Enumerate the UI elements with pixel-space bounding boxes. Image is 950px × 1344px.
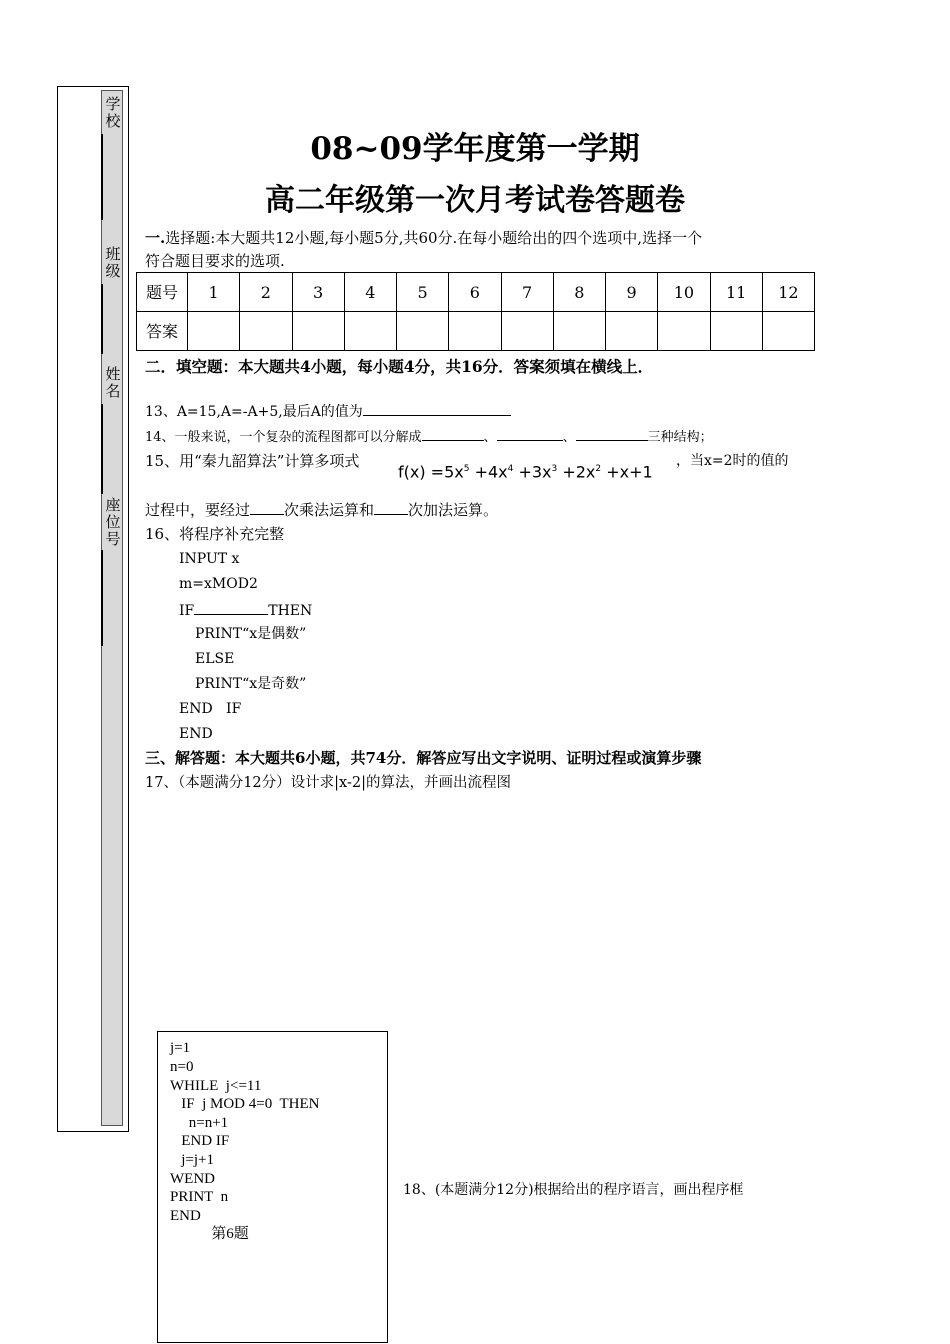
school-label: 学校 (105, 95, 121, 130)
q14-line (145, 426, 713, 447)
program-code-line: PRINT n (170, 1189, 229, 1205)
program-code-line: END IF (170, 1133, 230, 1149)
q16-code-line: ELSE (195, 651, 235, 667)
answer-cell[interactable] (501, 312, 553, 351)
answer-cell[interactable] (449, 312, 501, 351)
answer-table-answer-row (137, 312, 815, 351)
answer-cell[interactable] (762, 312, 814, 351)
question-number: 10 (658, 273, 710, 312)
question-number: 5 (397, 273, 449, 312)
q15-line2: 过程中，要经过 次乘法运算和 次加法运算。 (145, 501, 499, 519)
seat-field-line (101, 550, 103, 646)
program-code-line: IF j MOD 4=0 THEN (170, 1096, 320, 1112)
question-number: 8 (553, 273, 605, 312)
section1-text: 选择题:本大题共12小题,每小题5分,共60分.在每小题给出的四个选项中,选择一个 (165, 229, 703, 247)
q16-code-line: END IF (179, 701, 242, 717)
question-number: 3 (292, 273, 344, 312)
section1-line2: 符合题目要求的选项. (145, 252, 285, 270)
question-number: 9 (606, 273, 658, 312)
question-number: 6 (449, 273, 501, 312)
answer-cell[interactable] (397, 312, 449, 351)
q18-text: 18、(本题满分12分)根据给出的程序语言，画出程序框 (403, 1182, 744, 1198)
q13-text: 13、A=15,A=-A+5,最后A的值为 (145, 404, 363, 420)
answer-table-header-row (137, 273, 815, 312)
q14-blank-1[interactable] (422, 426, 484, 441)
program-code-line: WEND (170, 1171, 215, 1187)
program-code-caption: 第6题 (170, 1226, 249, 1242)
program-code-line: n=n+1 (170, 1115, 229, 1131)
question-number: 4 (344, 273, 396, 312)
question-number: 1 (188, 273, 240, 312)
name-label: 姓名 (105, 365, 121, 400)
answer-cell[interactable] (292, 312, 344, 351)
q15-addition-blank[interactable] (374, 500, 408, 515)
question-number: 12 (762, 273, 814, 312)
answer-header: 答案 (137, 312, 188, 351)
q15-multiplication-blank[interactable] (250, 500, 284, 515)
section2-heading: 二．填空题：本大题共4小题，每小题4分，共16分．答案须填在横线上． (145, 357, 654, 376)
page-title-line1: 08~09学年度第一学期 (310, 131, 640, 167)
q14-sep1: 、 (483, 430, 497, 445)
q14-blank-2[interactable] (497, 426, 563, 441)
q15-suffix: ，当x=2时的值的 (676, 453, 789, 469)
question-number-header: 题号 (137, 273, 188, 312)
q14-suffix: 三种结构； (647, 430, 713, 445)
q14-blank-3[interactable] (576, 426, 648, 441)
class-field-line (101, 284, 103, 354)
program-code-line: WHILE j<=11 (170, 1078, 262, 1094)
question-number: 7 (501, 273, 553, 312)
program-code-line: n=0 (170, 1059, 194, 1075)
answer-cell[interactable] (344, 312, 396, 351)
q16-code-line: PRINT“x是偶数” (195, 626, 307, 642)
program-code-line: END (170, 1208, 201, 1224)
section1-line1 (145, 229, 702, 248)
q13-answer-blank[interactable] (363, 401, 511, 416)
q16-code-line: m=xMOD2 (179, 576, 258, 592)
q15-formula: $f(x) =5x^5 +4x^4 +3x^3 +2x^2 +x+1$ (398, 462, 653, 482)
answer-cell[interactable] (658, 312, 710, 351)
answer-cell[interactable] (710, 312, 762, 351)
answer-cell[interactable] (553, 312, 605, 351)
answer-cell[interactable] (606, 312, 658, 351)
q16-code-line: INPUT x (179, 551, 240, 567)
section3-heading: 三、解答题：本大题共6小题，共74分．解答应写出文字说明、证明过程或演算步骤 (145, 749, 702, 767)
answer-cell[interactable] (188, 312, 240, 351)
question-number: 11 (710, 273, 762, 312)
seat-label: 座位号 (105, 496, 121, 548)
q15-line1 (145, 452, 359, 471)
q16-condition-blank[interactable] (194, 600, 268, 615)
q16-code-line: IF THEN (179, 600, 312, 621)
answer-cell[interactable] (240, 312, 292, 351)
q16-code-line: END (179, 726, 213, 742)
section1-label: 一. (145, 229, 166, 247)
q17-text: 17、（本题满分12分）设计求|x-2|的算法，并画出流程图 (145, 775, 511, 791)
class-label: 班级 (105, 245, 121, 280)
q14-sep2: 、 (562, 430, 576, 445)
program-code-line: j=j+1 (170, 1152, 215, 1168)
q14-prefix: 14、一般来说，一个复杂的流程图都可以分解成 (145, 430, 422, 445)
program-code-line: j=1 (170, 1040, 191, 1056)
page-title-line2: 高二年级第一次月考试卷答题卷 (265, 183, 685, 218)
q16-code-line: PRINT“x是奇数” (195, 676, 307, 692)
q16-title: 16、将程序补充完整 (145, 525, 285, 543)
q15-prefix: 15、用“秦九韶算法”计算多项式 (145, 452, 360, 470)
question-number: 2 (240, 273, 292, 312)
answer-table (136, 272, 815, 351)
name-field-line (101, 404, 103, 494)
q13-line (145, 401, 511, 422)
